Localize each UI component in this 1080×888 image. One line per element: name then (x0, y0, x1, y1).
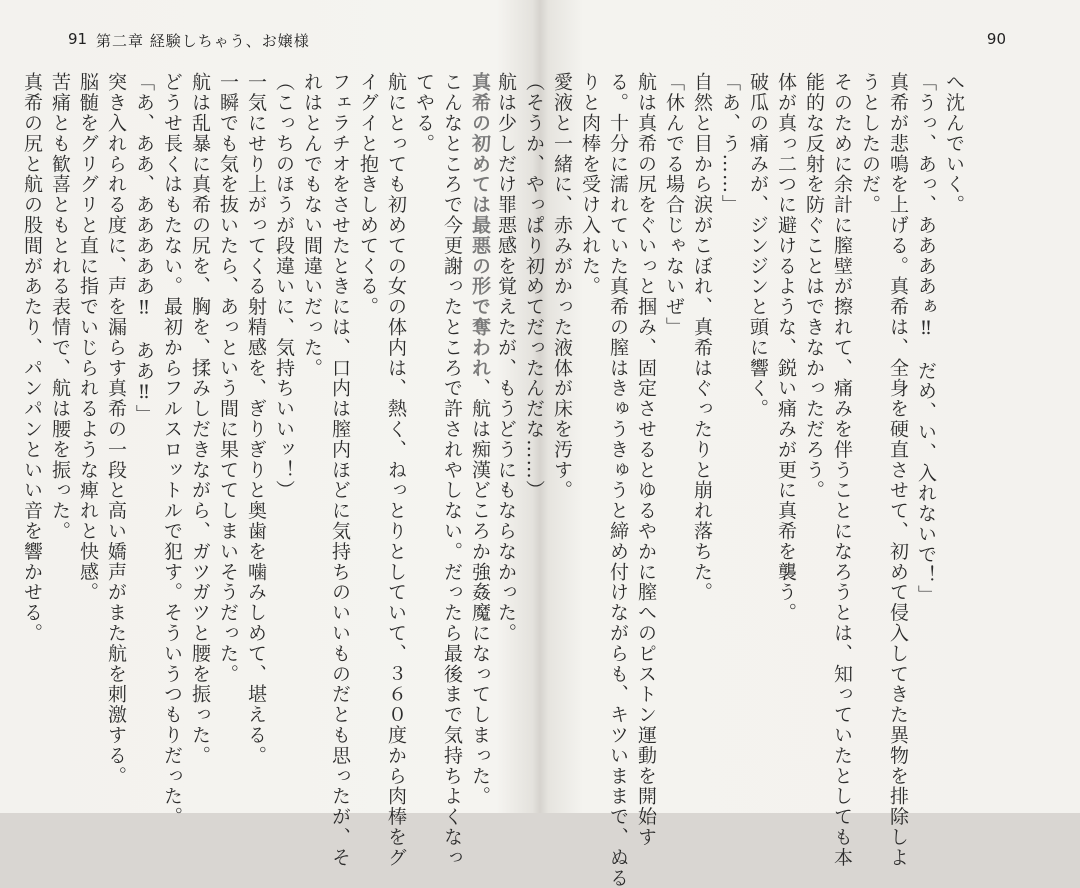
text-line: そのために余計に膣壁が擦れて、痛みを伴うことになろうとは、知っていたとしても本 (831, 72, 853, 868)
text-line: 体が真っ二つに避けるような、鋭い痛みが更に真希を襲う。 (775, 72, 797, 623)
page-number-left: 91 (68, 30, 88, 48)
text-line: 愛液と一緒に、赤みがかった液体が床を汚す。 (551, 72, 573, 501)
text-line: てやる。 (413, 72, 435, 154)
text-line: うとしたのだ。 (859, 72, 881, 215)
text-line: 航は少しだけ罪悪感を覚えたが、もうどうにもならなかった。 (495, 72, 517, 644)
text-line: 真希の初めては最悪の形で奪われ、航は痴漢どころか強姦魔になってしまった。 (469, 72, 491, 807)
text-line: 「あ、う……」 (719, 72, 741, 215)
running-head: 第二章 経験しちゃう、お嬢様 (96, 32, 310, 50)
text-line: 突き入れられる度に、声を漏らす真希の一段と高い嬌声がまた航を刺激する。 (105, 72, 127, 786)
text-line: 一気にせり上がってくる射精感を、ぎりぎりと奥歯を噛みしめて、堪える。 (245, 72, 267, 766)
text-line: （こっちのほうが段違いに、気持ちいいッ！） (273, 72, 295, 501)
text-line: 「うっ、あっ、ああああぁ‼ だめ、い、入れないで！」 (915, 72, 937, 606)
left-page (0, 0, 540, 868)
text-line: 真希の尻と航の股間があたり、パンパンといい音を響かせる。 (21, 72, 43, 644)
text-line: 「休んでる場合じゃないぜ」 (663, 72, 685, 338)
text-line: 能的な反射を防ぐことはできなかっただろう。 (803, 72, 825, 501)
right-page (495, 0, 1080, 888)
right-body-text (495, 72, 968, 888)
text-line: 真希が悲鳴を上げる。真希は、全身を硬直させて、初めて侵入してきた異物を排除しよ (887, 72, 909, 868)
text-line: フェラチオをさせたときには、口内は膣内ほどに気持ちのいいものだとも思ったが、そ (329, 72, 351, 868)
text-line: へ沈んでいく。 (943, 72, 965, 215)
text-line: 破瓜の痛みが、ジンジンと頭に響く。 (747, 72, 769, 419)
text-line: りと肉棒を受け入れた。 (579, 72, 601, 297)
text-line: れはとんでもない間違いだった。 (301, 72, 323, 378)
page-number-right: 90 (986, 30, 1006, 48)
emphasized-text: 真希の初めては最悪の形で奪われ (469, 72, 491, 378)
text-line: 航にとっても初めての女の体内は、熱く、ねっとりとしていて、３６０度から肉棒をグ (385, 72, 407, 868)
text-line: 一瞬でも気を抜いたら、あっという間に果ててしまいそうだった。 (217, 72, 239, 684)
text-line: イグイと抱きしめてくる。 (357, 72, 379, 317)
text-line: 航は真希の尻をぐいっと掴み、固定させるとゆるやかに膣へのピストン運動を開始す (635, 72, 657, 848)
text-line: 「あ、ああ、あああああ‼ ああ‼」 (133, 72, 155, 425)
text-line: こんなところで今更謝ったところで許されやしない。だったら最後まで気持ちよくなっ (441, 72, 463, 868)
text-line: る。十分に濡れていた真希の膣はきゅうきゅうと締め付けながらも、キツいままで、ぬる (607, 72, 629, 888)
text-line: （そうか、やっぱり初めてだったんだな……） (523, 72, 545, 501)
text-line: 航は乱暴に真希の尻を、胸を、揉みしだきながら、ガツガツと腰を振った。 (189, 72, 211, 766)
text-line: 脳髄をグリグリと直に指でいじられるような痺れと快感。 (77, 72, 99, 603)
text-line: どうせ長くはもたない。最初からフルスロットルで犯す。そういうつもりだった。 (161, 72, 183, 827)
text-line: 苦痛とも歓喜ともとれる表情で、航は腰を振った。 (49, 72, 71, 542)
text-line: 自然と目から涙がこぼれ、真希はぐったりと崩れ落ちた。 (691, 72, 713, 603)
left-body-text (21, 72, 494, 868)
